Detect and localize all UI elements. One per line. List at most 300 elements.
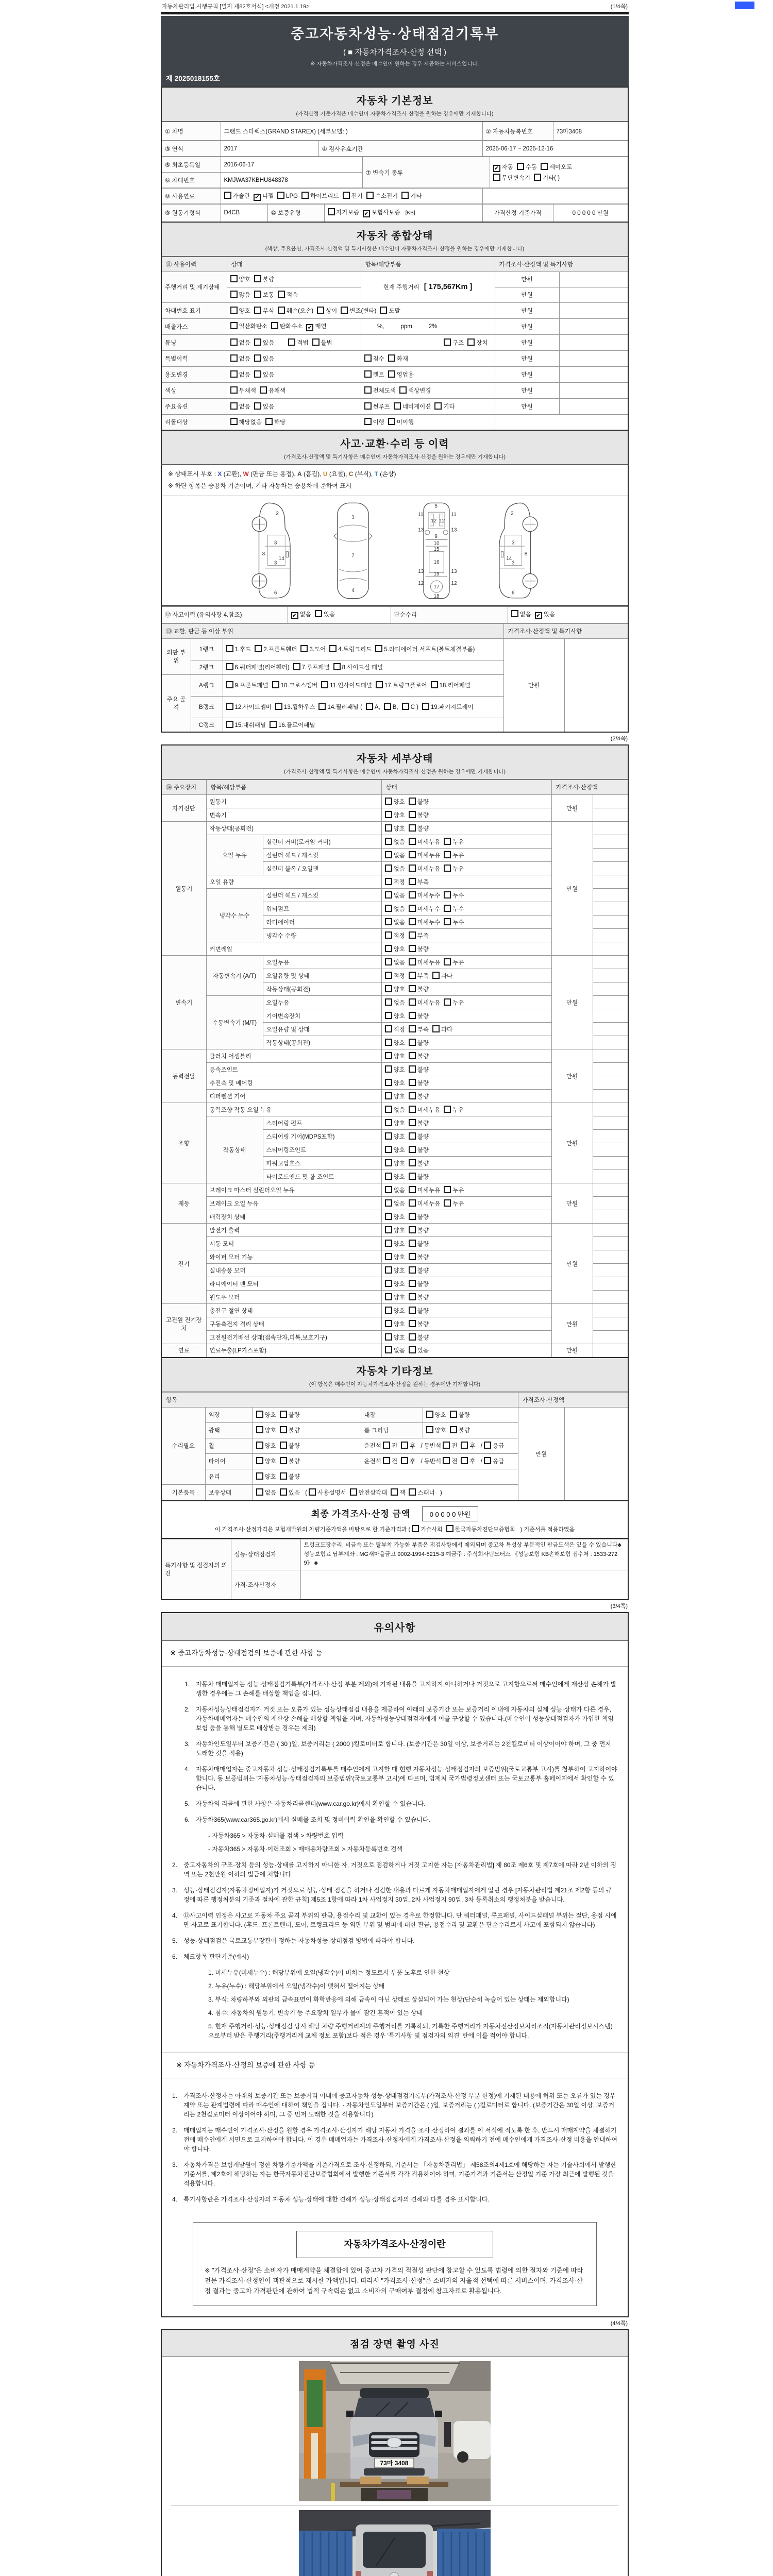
final-price-value: 0 0 0 0 0 만원 — [422, 1506, 478, 1521]
checkbox-option: 전 — [443, 1442, 457, 1450]
detail-row — [161, 1183, 628, 1197]
checkbox-option: 전 — [443, 1457, 457, 1465]
checkbox-option: 해당 — [265, 418, 285, 426]
checkbox-option: 양호 — [385, 1307, 405, 1315]
legend-item: A (흠집), — [297, 470, 323, 478]
detail-cell-price: 만원 — [551, 1224, 593, 1304]
checkbox-option: 불량 — [280, 1472, 300, 1481]
detail-cell-state — [381, 916, 551, 929]
checkbox-option: 미세누수 — [409, 918, 440, 926]
section-accident-header — [161, 431, 629, 465]
rank1-label: 1랭크 — [191, 638, 223, 660]
detail-cell-item: 작동상태(공회전) — [263, 982, 381, 996]
rankB-options — [223, 696, 503, 718]
document-number: 제 2025018155호 — [166, 75, 220, 82]
panel-price-head: 가격조사·산정액 및 특기사항 — [503, 623, 628, 638]
checkbox-option: 없음 — [230, 402, 250, 411]
checkbox-option: 응급 — [484, 1442, 504, 1450]
checkbox-option: 18.리어패널 — [431, 681, 470, 689]
wheel-state — [253, 1438, 361, 1453]
detail-cell-extra — [593, 1063, 628, 1076]
detail-cell-item: 실린더 헤드 / 개스킷 — [263, 889, 381, 902]
vin-value: KMJWA37KBHU848378 — [221, 173, 362, 188]
year-value: 2017 — [221, 141, 318, 157]
mileage-note-2 — [559, 287, 628, 302]
checkbox-option: 1.후드 — [226, 645, 251, 653]
tuning-price: 만원 — [495, 334, 559, 350]
svg-text:1: 1 — [351, 514, 355, 520]
wheel-driver-fb — [383, 1443, 419, 1449]
checkbox-option: 양호 — [385, 1333, 405, 1342]
checkbox-option: ✔ 디젤 — [254, 192, 274, 201]
rank2-label: 2랭크 — [191, 660, 223, 674]
engine-type-value: D4CB — [221, 205, 267, 222]
mileage-state-2 — [227, 287, 361, 302]
section-accident-note: (가격조사·산정액 및 특기사항은 매수인이 자동차가격조사·산정을 원하는 경우에만 기재합니다) — [284, 454, 506, 460]
comp-head-state: 상태 — [227, 257, 361, 272]
notice-item: 1. 가격조사·산정자는 아래의 보증기간 또는 보증거리 이내에 중고자동차 성능·상태점검기록부(가격조사·산정 부분 한정)에 기재된 내용에 허위 또는 오류가 있는 경우 계약 또는 관계법령에 따라 매수인에 대하여 책임을 집니다. · 자동차인도일부터 보증기간은 ( )일, 보증거리는 ( )킬로미터로 합니다. (보증기간은 30일 이상, 보증거리는 2천킬로미터 이상이어야 하며, 그 중 먼저 도래한 것을 적용합니다) — [172, 2092, 616, 2118]
checkbox-option: 잭 — [391, 1488, 405, 1497]
detail-cell-extra — [593, 1291, 628, 1304]
detail-cell-state — [381, 1090, 551, 1103]
checkbox-option: 한국자동차진단보증협회 — [446, 1525, 515, 1533]
detail-cell-extra — [593, 1264, 628, 1277]
detail-cell-state — [381, 1197, 551, 1210]
checkbox-option: 후 — [401, 1457, 415, 1465]
checkbox-option: 무채색 — [230, 386, 256, 395]
checkbox-option: 불량 — [409, 1079, 429, 1087]
main-option-note — [559, 398, 628, 414]
checkbox-option: 양호 — [385, 1146, 405, 1154]
checkbox-option: 불량 — [409, 1240, 429, 1248]
detail-cell-state — [381, 889, 551, 902]
detail-cell-extra — [593, 1103, 628, 1116]
car-diagram-bottom — [406, 500, 467, 601]
detail-cell-extra — [593, 1116, 628, 1130]
svg-text:6: 6 — [274, 590, 277, 596]
legend-item: W (판금 또는 용접), — [243, 470, 298, 478]
detail-cell-dev: 전기 — [161, 1224, 206, 1304]
document-header — [161, 16, 629, 87]
detail-cell-item: 원동기 — [206, 795, 381, 808]
rankA-label: A랭크 — [191, 674, 223, 696]
inspection-period-label: ④ 검사유효기간 — [318, 141, 482, 157]
repair-needed-group: 수리필요 — [161, 1407, 205, 1484]
notice-subitem: 4. 침수: 자동차의 원동기, 변속기 등 주요장치 일부가 물에 잠긴 흔적이 있는 상태 — [208, 2009, 423, 2016]
svg-text:6: 6 — [511, 590, 515, 596]
detail-cell-sub: 자동변속기 (A/T) — [206, 956, 263, 996]
checkbox-option: 없음 — [385, 918, 405, 926]
detail-cell-item: 작동상태(공회전) — [206, 822, 381, 835]
glass-state — [253, 1469, 518, 1484]
panel-head: ⑬ 교환, 판금 등 이상 부위 — [161, 623, 503, 638]
checkbox-option: 불량 — [280, 1426, 300, 1434]
checkbox-option: 미세누유 — [409, 1186, 440, 1194]
checkbox-option: 화재 — [388, 354, 408, 363]
tire-emergency — [484, 1459, 508, 1465]
outer-panel-group: 외판 부위 — [161, 638, 191, 674]
notice-sec2-title: ※ 자동차가격조사·산정의 보증에 관한 사항 등 — [162, 2053, 628, 2078]
section-basic-info-header — [161, 87, 629, 122]
tuning-label: 튜닝 — [161, 334, 227, 350]
checkbox-option: 불량 — [409, 945, 429, 953]
detail-row — [161, 795, 628, 808]
detail-row — [161, 822, 628, 835]
detail-cell-extra — [593, 1237, 628, 1250]
checkbox-option: 도말 — [380, 307, 400, 315]
checkbox-option: 부식 — [254, 307, 274, 315]
checkbox-option: 양호 — [385, 1132, 405, 1141]
comp-head-usage: ⑪ 사용이력 — [161, 257, 227, 272]
detail-cell-extra — [593, 889, 628, 902]
checkbox-option: 누수 — [444, 905, 464, 913]
notice-item: 2. 매매업자는 매수인이 가격조사·산정을 원할 경우 가격조사·산정자가 해당 자동차 가격을 조사·산정하여 결과를 이 서식에 적도록 한 후, 반드시 매매계약을 체결하기 전에 매수인에게 서면으로 고지하여야 합니다. 이 경우 매매업자는 가격조사·산정자에게 가격조사·산정을 의뢰하기 전에 매수인에게 가격조사·산정 비용을 안내하여야 합니다. — [172, 2126, 618, 2153]
checkbox-option: 장치 — [467, 338, 488, 347]
svg-text:12: 12 — [431, 518, 437, 524]
checkbox-option: 없음 — [385, 1346, 405, 1354]
notice-item: 4. 자동차매매업자는 중고자동차 성능·상태점검기록부를 매수인에게 고지할 때 현행 자동차성능·상태점검자의 보증범위(국토교통부 고시)를 첨부하여 고지하여야 합니다. 동 보증범위는 '자동차성능·상태점검자의 보증범위'(국토교통부 고시)에 따르며, 법제처 국가법령정보센터 또는 국토교통부 홈페이지에서 확인할 수 있습니다. — [184, 1765, 617, 1791]
inspection-record-form — [161, 0, 629, 2576]
detail-cell-extra — [593, 1157, 628, 1170]
svg-text:12: 12 — [439, 518, 445, 524]
checkbox-option: 양호 — [385, 1119, 405, 1127]
detail-cell-item: 실린더 헤드 / 개스킷 — [263, 849, 381, 862]
detail-cell-extra — [593, 969, 628, 982]
fuel-empty-cell — [482, 189, 628, 204]
svg-text:13: 13 — [451, 527, 457, 533]
checkbox-option: 세미오토 — [541, 163, 572, 171]
detail-cell-item: 작동상태(공회전) — [263, 1036, 381, 1049]
tire-pos-passenger: / 동반석 — [421, 1459, 442, 1465]
checkbox-option: 미세누유 — [409, 1199, 440, 1208]
tuning-state — [227, 334, 361, 350]
detail-cell-sub: 수동변속기 (M/T) — [206, 996, 263, 1049]
comp-head-item: 항목/해당부품 — [361, 257, 495, 272]
checkbox-option: 전기 — [343, 192, 363, 200]
checkbox-option: 전 — [383, 1457, 397, 1465]
base-price-value: 0 0 0 0 0 만원 — [553, 205, 628, 222]
detail-cell-extra — [593, 1331, 628, 1344]
wheel-pos-slash: / — [480, 1443, 482, 1450]
checkbox-option: 양호 — [385, 798, 405, 806]
checkbox-option: 기타 — [434, 402, 455, 411]
checkbox-option: 후 — [401, 1442, 415, 1450]
checkbox-option: 무단변속기 — [493, 174, 531, 182]
detail-cell-extra — [593, 1130, 628, 1143]
detail-cell-dev: 연료 — [161, 1344, 206, 1358]
checkbox-option: 일산화탄소 — [230, 322, 268, 330]
panel-frame-table — [161, 623, 629, 733]
possession-paren-open: ( — [305, 1489, 307, 1496]
detail-cell-extra — [593, 1224, 628, 1237]
notice-item: 1. 자동차 매매업자는 성능·상태점검기록부(가격조사·산정 부분 제외)에 기재된 내용을 고지하지 아니하거나 거짓으로 고지함으로써 매수인에게 재산상 손해가 발생한 경우에는 그 손해를 배상할 책임을 집니다. — [184, 1680, 617, 1697]
checkbox-option: 렌트 — [364, 370, 384, 379]
final-price-note — [162, 1525, 628, 1533]
form-reference: 자동차관리법 시행규칙 [별지 제82호서식] <개정 2021.1.19> — [162, 4, 310, 10]
detail-cell-item: 커먼레일 — [206, 942, 381, 956]
mileage-price-2: 만원 — [495, 287, 559, 302]
checkbox-option: 불량 — [409, 1146, 429, 1154]
detail-cell-extra — [593, 929, 628, 942]
detail-cell-dev: 제동 — [161, 1183, 206, 1224]
checkbox-option: 13.휠하우스 — [275, 703, 315, 711]
checkbox-option: 적법 — [288, 338, 308, 347]
special-history-label: 특별이력 — [161, 350, 227, 366]
checkbox-option: 없음 — [230, 370, 250, 379]
vin-mark-price: 만원 — [495, 302, 559, 318]
detail-cell-item: 스티어링 기어(MDPS포함) — [263, 1130, 381, 1143]
warranty-type-options — [324, 205, 482, 222]
checkbox-option: 불량 — [254, 275, 274, 283]
checkbox-option: 있음 — [254, 338, 274, 347]
legend-item: T (손상) — [374, 470, 396, 478]
detail-cell-state — [381, 808, 551, 822]
panel-price: 만원 — [503, 638, 564, 732]
checkbox-option: 양호 — [385, 811, 405, 819]
checkbox-option: 하이브리드 — [301, 192, 339, 200]
svg-text:2: 2 — [276, 511, 279, 517]
checkbox-option: 3.도어 — [300, 645, 326, 653]
detail-cell-item: 클러치 어셈블리 — [206, 1049, 381, 1063]
detail-cell-item: 발전기 출력 — [206, 1224, 381, 1237]
detail-cell-dev: 원동기 — [161, 822, 206, 956]
checkbox-option: 해당없음 — [230, 418, 262, 426]
checkbox-option: 10.크로스멤버 — [272, 681, 318, 689]
detail-row — [161, 1344, 628, 1358]
checkbox-option: 양호 — [385, 1240, 405, 1248]
opinion-inspector-text: 트렁크도장수리, 비금속 또는 탈부착 가능한 부품은 점검사항에서 제외되며 중고차 특성상 부분적인 판금도색은 있을 수 있습니다♣ 성능보험료 납부계좌 : MG새마을금고 9002-1994-5215-3 예금주 : 주식회사팀모터스 《성능보험 KB손해보험 접수처 : 1533-2729》 ♣ — [300, 1539, 628, 1570]
detail-cell-state — [381, 1210, 551, 1224]
room-cleaning-state — [423, 1422, 518, 1438]
checkbox-option: 안전삼각대 — [350, 1488, 388, 1497]
transmission-label: ⑦ 변속기 종류 — [362, 157, 490, 188]
checkbox-option: 없음 — [385, 958, 405, 967]
detail-cell-state — [381, 1103, 551, 1116]
state-symbol-legend — [161, 465, 629, 496]
checkbox-option: 탄화수소 — [271, 322, 303, 330]
detail-cell-extra — [593, 942, 628, 956]
first-reg-label: ⑤ 최초등록일 — [161, 157, 221, 173]
checkbox-option: 누유 — [444, 838, 464, 846]
main-option-price: 만원 — [495, 398, 559, 414]
page-marker-3: (3/4쪽) — [610, 1603, 628, 1610]
detail-cell-item: 기어변속장치 — [263, 1009, 381, 1023]
document-note: ※ 자동차가격조사·산정은 매수인이 원하는 경우 제공하는 서비스입니다. — [310, 61, 479, 67]
detail-cell-state — [381, 1076, 551, 1090]
detail-cell-state — [381, 849, 551, 862]
legend-item: U (요철), — [323, 470, 349, 478]
checkbox-option: 양호 — [385, 1213, 405, 1221]
section-detail-note: (가격조사·산정액 및 특기사항은 매수인이 자동차가격조사·산정을 원하는 경우에만 기재합니다) — [284, 769, 506, 775]
checkbox-option: 네비게이션 — [394, 402, 431, 411]
final-price-line — [162, 1506, 628, 1521]
detail-cell-state — [381, 1063, 551, 1076]
checkbox-option: 양호 — [385, 1065, 405, 1074]
detail-cell-item: 냉각수 수량 — [263, 929, 381, 942]
checkbox-option: 있음 — [254, 354, 274, 363]
rank1-options — [223, 638, 503, 660]
detail-cell-price: 만원 — [551, 795, 593, 822]
svg-text:73마 3408: 73마 3408 — [380, 2459, 409, 2467]
checkbox-option: 있음 — [254, 370, 274, 379]
checkbox-option: ✔ 보험사보증 — [363, 208, 400, 217]
rankC-options — [223, 718, 503, 732]
wheel-emergency — [484, 1443, 508, 1449]
detail-cell-item: 디퍼렌셜 기어 — [206, 1090, 381, 1103]
detail-cell-item: 스티어링 펌프 — [263, 1116, 381, 1130]
final-note-options — [412, 1527, 518, 1533]
checkbox-option: 있음 — [409, 1346, 429, 1354]
checkbox-option: ✔ 있음 — [535, 610, 555, 619]
checkbox-option: 없음 — [385, 865, 405, 873]
checkbox-option: 없음 — [385, 1186, 405, 1194]
reg-no-label: ② 자동차등록번호 — [482, 122, 553, 141]
page-marker-2: (2/4쪽) — [610, 736, 628, 742]
checkbox-option: 누유 — [444, 998, 464, 1007]
checkbox-option: 미세누유 — [409, 998, 440, 1007]
inspection-photos — [161, 2357, 629, 2576]
notice-sec1-title: ※ 중고자동차성능·상태점검의 보증에 관한 사항 등 — [162, 1641, 628, 1666]
tire-state — [253, 1453, 361, 1469]
detail-cell-extra — [593, 982, 628, 996]
notice-item: 3. 자동차가격은 보험개발원이 정한 차량기준가액을 기준가격으로 조사·산정하되, 기준서는 「자동차관리법」 제58조의4제1호에 해당하는 자는 기술사회에서 발행한 기준서를, 제2호에 해당하는 자는 한국자동차진단보증협회에서 발행한 기준서를 각각 적용하여야 하며, 기준가격과 기준서는 산정일 기준 가장 최근에 발행된 것을 적용합니다. — [172, 2161, 616, 2187]
checkbox-option: 부족 — [409, 1025, 429, 1033]
basic-info-row5 — [161, 188, 629, 204]
emission-values: %, ppm, 2% — [361, 318, 495, 334]
detail-cell-item: 타이로드엔드 및 볼 조인트 — [263, 1170, 381, 1183]
tire-label: 타이어 — [205, 1453, 253, 1469]
notice-item: 6. 자동차365(www.car365.go.kr)에서 실매물 조회 및 정비이력 확인을 확인할 수 있습니다. — [184, 1816, 430, 1823]
section-detail-title: 자동차 세부상태 — [356, 753, 433, 765]
opinion-table — [161, 1539, 629, 1600]
checkbox-option: 있음 — [315, 610, 335, 618]
checkbox-option: 전체도색 — [364, 386, 396, 395]
svg-text:14: 14 — [278, 555, 284, 562]
checkbox-option: 9.프론트패널 — [226, 681, 268, 689]
detail-cell-state — [381, 1183, 551, 1197]
svg-text:10: 10 — [433, 540, 440, 547]
checkbox-option: 양호 — [426, 1426, 446, 1434]
section-comprehensive-title: 자동차 종합상태 — [356, 230, 433, 242]
checkbox-option: 누유 — [444, 851, 464, 859]
section-comprehensive-note: (색상, 주요옵션, 가격조사·산정액 및 특기사항은 매수인이 자동차가격조사·산정을 원하는 경우에만 기재합니다) — [265, 245, 525, 252]
checkbox-option: 불량 — [280, 1442, 300, 1450]
checkbox-option: 양호 — [230, 307, 250, 315]
checkbox-option: 미세누유 — [409, 1106, 440, 1114]
svg-text:2: 2 — [511, 511, 514, 517]
final-price-section — [161, 1501, 629, 1539]
usage-change-price: 만원 — [495, 366, 559, 382]
checkbox-option: 불량 — [409, 824, 429, 833]
other-note — [564, 1407, 628, 1501]
checkbox-option: 보통 — [254, 291, 274, 299]
rankC-label: C랭크 — [191, 718, 223, 732]
rank2-options — [223, 660, 503, 674]
wheel-pos-passenger: / 동반석 — [421, 1443, 442, 1450]
notice-item: 2. 중고자동차의 구조·장치 등의 성능·상태를 고지하지 아니한 자, 거짓으로 점검하거나 거짓 고지한 자는 [자동차관리법] 제 80조 제6호 및 제7호에 따라 2년 이하의 징역 또는 2천만원 이하의 벌금에 처합니다. — [172, 1861, 617, 1878]
detail-cell-extra — [593, 956, 628, 969]
checkbox-option: C ) — [402, 703, 418, 710]
detail-cell-state — [381, 1143, 551, 1157]
detail-cell-state — [381, 1344, 551, 1358]
notice-item: 5. 성능·상태점검은 국토교통부장관이 정하는 자동차성능·상태점검 방법에 따라야 합니다. — [172, 1937, 415, 1944]
gloss-label: 광택 — [205, 1422, 253, 1438]
detail-cell-state — [381, 902, 551, 916]
detail-cell-extra — [593, 916, 628, 929]
section-basic-title: 자동차 기본정보 — [356, 95, 433, 107]
page-marker-4: (4/4쪽) — [610, 2320, 628, 2327]
other-head-item: 항목 — [161, 1392, 518, 1407]
detail-cell-item: 파워고압호스 — [263, 1157, 381, 1170]
checkbox-option: 양호 — [385, 1280, 405, 1288]
detail-cell-state — [381, 1224, 551, 1237]
checkbox-option: 불량 — [409, 1320, 429, 1328]
checkbox-option: 미세누유 — [409, 851, 440, 859]
checkbox-option: 미세누유 — [409, 838, 440, 846]
appraisal-box-title: 자동차가격조사·산정이란 — [296, 2231, 493, 2258]
checkbox-option: 누유 — [444, 1199, 464, 1208]
checkbox-option: ✔ 자동 — [493, 163, 513, 172]
photo-rear-view — [299, 2510, 491, 2576]
current-mileage-cell — [361, 272, 495, 302]
detail-cell-extra — [593, 1170, 628, 1183]
main-option-state — [227, 398, 361, 414]
section-photo-header — [161, 2329, 629, 2357]
color-note — [559, 382, 628, 398]
accident-history-label: ⑫ 사고이력 (유의사항 4.참조) — [161, 606, 288, 623]
detail-cell-state — [381, 835, 551, 849]
detail-cell-item: 추진축 및 베어링 — [206, 1076, 381, 1090]
checkbox-option: 불량 — [409, 1333, 429, 1342]
checkbox-option: 적정 — [385, 878, 405, 886]
checkbox-option: 침수 — [364, 354, 384, 363]
detail-cell-state — [381, 822, 551, 835]
checkbox-option: 적음 — [278, 291, 298, 299]
checkbox-option: 미세누유 — [409, 865, 440, 873]
checkbox-option: 수소전기 — [366, 192, 398, 200]
checkbox-option: 없음 — [230, 338, 250, 347]
checkbox-option: 불량 — [409, 1052, 429, 1060]
svg-text:11: 11 — [451, 511, 457, 517]
usage-change-note — [559, 366, 628, 382]
checkbox-option: 후 — [461, 1457, 475, 1465]
checkbox-option: 양호 — [426, 1411, 446, 1419]
detail-cell-item: 실린더 블록 / 오일팬 — [263, 862, 381, 875]
detail-cell-state — [381, 1237, 551, 1250]
legend-note: ※ 하단 항목은 승용차 기준이며, 기타 자동차는 승용차에 준하여 표시 — [168, 482, 352, 489]
basic-info-row2 — [161, 141, 629, 157]
checkbox-option: 없음 — [385, 1106, 405, 1114]
base-price-label: 가격산정 기준가격 — [482, 205, 553, 222]
checkbox-option: 후 — [461, 1442, 475, 1450]
detail-cell-item: 브레이크 마스터 실린더오일 누유 — [206, 1183, 381, 1197]
mileage-row-label: 주행거리 및 계기상태 — [161, 272, 227, 302]
svg-text:9: 9 — [434, 533, 438, 539]
checkbox-option: 양호 — [385, 1253, 405, 1261]
detail-cell-dev: 변속기 — [161, 956, 206, 1049]
checkbox-option: A, — [366, 703, 380, 710]
checkbox-option: 불량 — [409, 985, 429, 993]
checkbox-option: 많음 — [230, 291, 250, 299]
detail-cell-extra — [593, 1076, 628, 1090]
detail-cell-extra — [593, 1009, 628, 1023]
detail-head-item: 항목/해당부품 — [206, 780, 381, 795]
checkbox-option: 15.대쉬패널 — [226, 721, 266, 729]
checkbox-option: 없음 — [385, 851, 405, 859]
checkbox-option: 양호 — [256, 1442, 276, 1450]
top-rule — [161, 12, 629, 14]
checkbox-option: 없음 — [385, 998, 405, 1007]
